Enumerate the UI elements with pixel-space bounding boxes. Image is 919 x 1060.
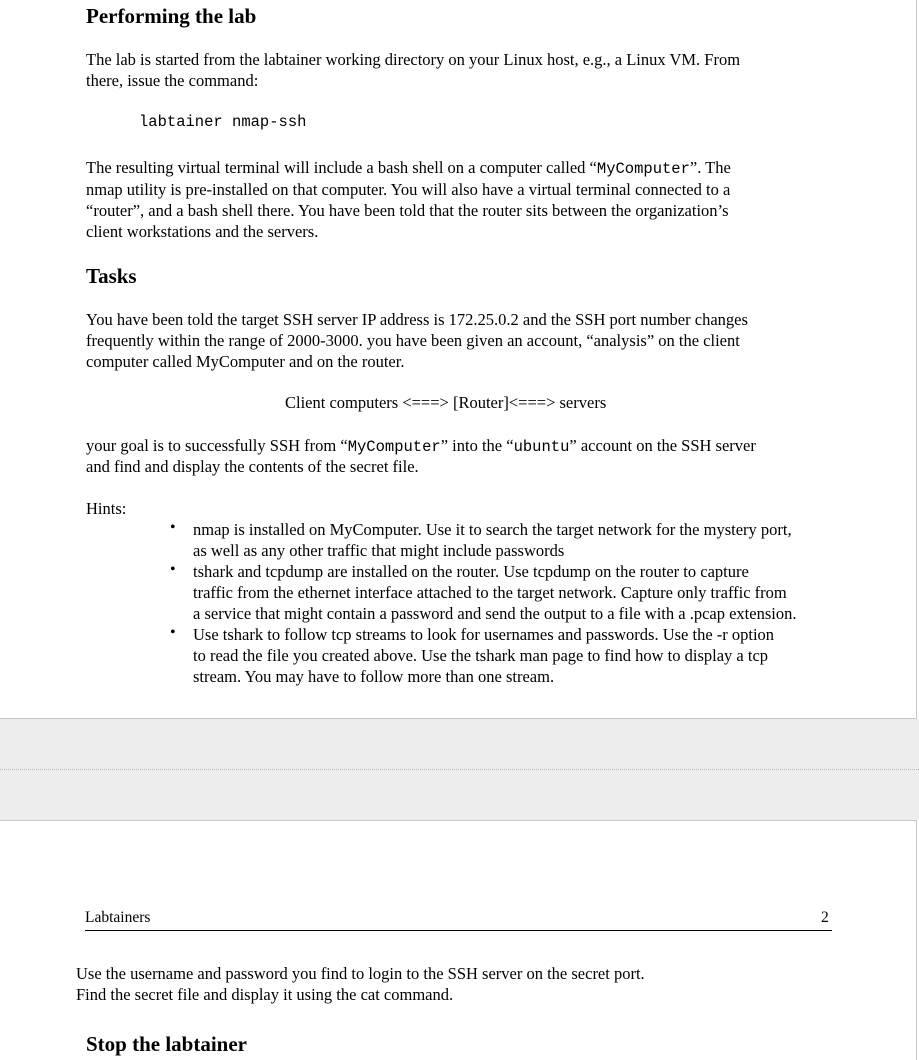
network-topology: Client computers <===> [Router]<===> servers	[285, 393, 607, 412]
hint-1-line-2: as well as any other traffic that might include passwords	[193, 541, 565, 560]
intro-line-2: there, issue the command:	[86, 71, 259, 90]
hint-3-line-3: stream. You may have to follow more than one stream.	[193, 667, 555, 686]
hints-label: Hints:	[86, 499, 127, 518]
result-line-3: “router”, and a bash shell there. You have been told that the router sits between the organization’s	[86, 201, 729, 220]
tasks-line-1: You have been told the target SSH server IP address is 172.25.0.2 and the SSH port number changes	[86, 310, 748, 329]
tasks-line-2: frequently within the range of 2000-3000. you have been given an account, “analysis” on the client	[86, 331, 740, 350]
heading-stop-the-labtainer: Stop the labtainer	[86, 1032, 248, 1056]
page-gap	[0, 719, 919, 820]
page-break-divider	[0, 769, 919, 770]
code-mycomputer: MyComputer	[596, 160, 690, 178]
hint-2-line-2: traffic from the ethernet interface attached to the target network. Capture only traffic from	[193, 583, 787, 602]
page-number: 2	[821, 909, 829, 926]
hint-1-line-1: nmap is installed on MyComputer. Use it to search the target network for the mystery port,	[193, 520, 792, 539]
document-page-2	[0, 820, 917, 1060]
code-mycomputer-goal: MyComputer	[347, 438, 441, 456]
bullet-2: •	[170, 561, 176, 578]
command-text: labtainer nmap-ssh	[139, 113, 307, 131]
hint-2-line-1: tshark and tcpdump are installed on the router. Use tcpdump on the router to capture	[193, 562, 749, 581]
result-line-4: client workstations and the servers.	[86, 222, 319, 241]
heading-tasks: Tasks	[86, 264, 137, 288]
login-line-2: Find the secret file and display it using the cat command.	[76, 985, 454, 1004]
goal-line-2: and find and display the contents of the secret file.	[86, 457, 419, 476]
tasks-line-3: computer called MyComputer and on the router.	[86, 352, 405, 371]
login-line-1: Use the username and password you find to login to the SSH server on the secret port.	[76, 964, 645, 983]
bullet-3: •	[170, 624, 176, 641]
goal-line-1: your goal is to successfully SSH from “MyComputer” into the “ubuntu” account on the SSH server	[86, 436, 756, 456]
hint-3-line-2: to read the file you created above. Use the tshark man page to find how to display a tcp	[193, 646, 769, 665]
hint-3-line-1: Use tshark to follow tcp streams to look for usernames and passwords. Use the -r option	[193, 625, 775, 644]
result-line-2: nmap utility is pre-installed on that computer. You will also have a virtual terminal connected to a	[86, 180, 731, 199]
bullet-1: •	[170, 519, 176, 536]
hint-2-line-3: a service that might contain a password and send the output to a file with a .pcap extension.	[193, 604, 797, 623]
code-ubuntu: ubuntu	[513, 438, 570, 456]
page-header-title: Labtainers	[85, 909, 151, 926]
heading-performing-the-lab: Performing the lab	[86, 4, 257, 28]
intro-line-1: The lab is started from the labtainer working directory on your Linux host, e.g., a Linux VM. From	[86, 50, 741, 69]
result-line-1: The resulting virtual terminal will include a bash shell on a computer called “MyComputer”. The	[86, 158, 731, 178]
header-rule	[85, 930, 832, 931]
